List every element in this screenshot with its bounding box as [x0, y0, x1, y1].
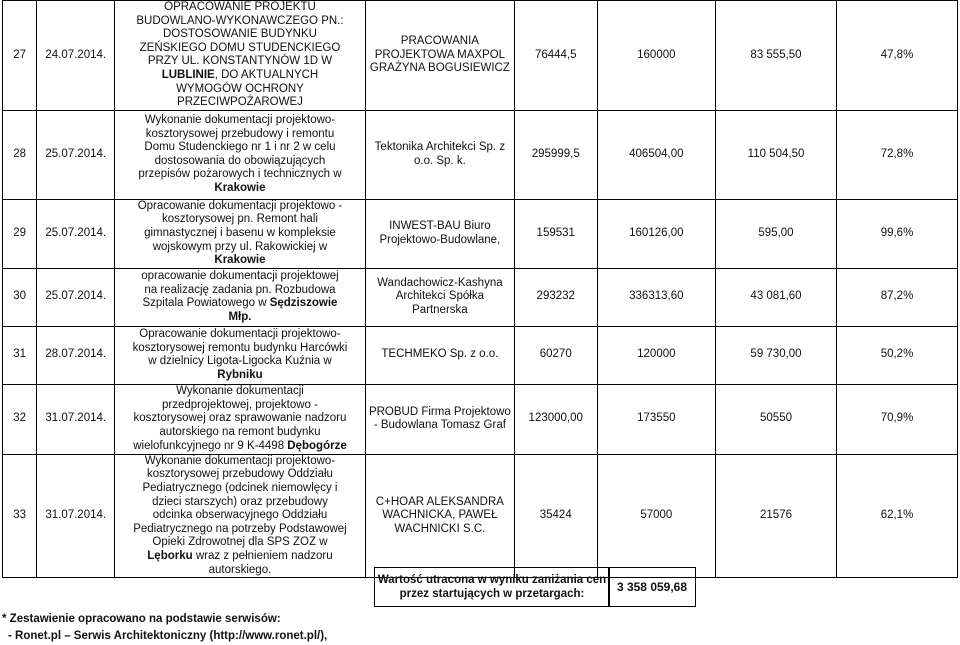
row-date: 25.07.2014.: [37, 199, 115, 268]
title-line: Wykonanie dokumentacji: [176, 385, 304, 398]
row-winning-offer: 295999,5: [514, 110, 597, 199]
row-estimate: 57000: [597, 454, 715, 577]
row-difference: 59 730,00: [716, 326, 837, 384]
title-line: Pediatrycznego (odcinek niemowlęcy i: [142, 481, 338, 494]
row-difference: 83 555,50: [716, 1, 837, 111]
summary-label-line1: Wartość utracona w wyniku zaniżania cen: [377, 574, 607, 586]
firm-line: WACHNICKI S.C.: [394, 522, 486, 535]
footnote-line1: * Zestawienie opracowano na podstawie serwisów:: [2, 613, 281, 625]
title-line: Pediatrycznego na potrzeby Podstawowej: [133, 522, 347, 535]
title-line: przepisów pożarowych i technicznych w: [138, 168, 342, 181]
row-percent: 87,2%: [836, 268, 957, 326]
title-line: Lęborku wraz z pełnieniem nadzoru: [147, 549, 333, 562]
row-title: [115, 1, 366, 111]
firm-line: Tektonika Architekci Sp. z: [374, 141, 506, 154]
title-line: BUDOWLANO-WYKONAWCZEGO PN.:: [136, 14, 344, 27]
row-number: 33: [3, 454, 37, 577]
row-estimate: 336313,60: [597, 268, 715, 326]
firm-line: o.o. Sp. k.: [413, 154, 466, 167]
title-line: na realizację zadania pn. Rozbudowa: [144, 283, 336, 296]
title-line: przedprojektowej, projektowo -: [161, 398, 318, 411]
row-firm: [365, 326, 514, 384]
title-line: Domu Studenckiego nr 1 i nr 2 w celu: [144, 141, 336, 154]
row-date: 31.07.2014.: [37, 384, 115, 454]
row-percent: 70,9%: [836, 384, 957, 454]
title-line: wojskowym przy ul. Rakowickiej w: [152, 240, 328, 253]
row-estimate: 160000: [597, 1, 715, 111]
firm-line: Wandachowicz-Kashyna: [377, 276, 503, 289]
title-line: w dzielnicy Ligota-Ligocka Kuźnia w: [148, 355, 332, 368]
row-title: [115, 199, 366, 268]
row-title: [115, 384, 366, 454]
firm-line: Partnerska: [412, 304, 468, 317]
title-line: kosztorysowej pn. Remont hali: [161, 213, 318, 226]
firm-line: Projektowo-Budowlane,: [379, 233, 501, 246]
title-line: Rybniku: [217, 368, 263, 381]
title-line: gimnastycznej i basenu w kompleksie: [144, 226, 336, 239]
table-row: [3, 268, 958, 326]
row-date: 25.07.2014.: [37, 110, 115, 199]
row-estimate: 173550: [597, 384, 715, 454]
table-row: [3, 384, 958, 454]
row-firm: [365, 268, 514, 326]
row-percent: 47,8%: [836, 1, 957, 111]
footnote: [2, 611, 327, 645]
row-winning-offer: 123000,00: [514, 384, 597, 454]
row-percent: 99,6%: [836, 199, 957, 268]
title-line: ZEŃSKIEGO DOMU STUDENCKIEGO: [139, 41, 341, 54]
title-line: opracowanie dokumentacji projektowej: [141, 270, 339, 283]
row-number: 30: [3, 268, 37, 326]
title-line: wielofunkcyjnego nr 9 K-4498 Dębogórze: [133, 439, 347, 452]
title-line: Wykonanie dokumentacji projektowo-: [144, 454, 336, 467]
title-line: PRZY UL. KONSTANTYNÓW 1D W: [147, 55, 333, 68]
footnote-line2: - Ronet.pl – Serwis Architektoniczny (http://www.ronet.pl/),: [8, 630, 328, 642]
row-estimate: 120000: [597, 326, 715, 384]
table-row: [3, 199, 958, 268]
row-number: 29: [3, 199, 37, 268]
title-line: Krakowie: [214, 181, 266, 194]
summary-label-line2: przez startujących w przetargach:: [399, 588, 585, 600]
row-date: 28.07.2014.: [37, 326, 115, 384]
row-title: [115, 454, 366, 577]
row-number: 27: [3, 1, 37, 111]
row-percent: 50,2%: [836, 326, 957, 384]
table-row: [3, 454, 958, 577]
row-winning-offer: 35424: [514, 454, 597, 577]
title-line: dzieci starszych) oraz przebudowy: [152, 495, 328, 508]
row-difference: 50550: [716, 384, 837, 454]
title-line: Młp.: [228, 310, 252, 323]
row-winning-offer: 60270: [514, 326, 597, 384]
title-line: WYMOGÓW OCHRONY: [176, 82, 304, 95]
firm-line: GRAŻYNA BOGUSIEWICZ: [369, 62, 510, 75]
title-line: kosztorysowej przebudowy Oddziału: [146, 468, 333, 481]
row-date: 25.07.2014.: [37, 268, 115, 326]
table-row: [3, 326, 958, 384]
tenders-table-body: [3, 1, 958, 578]
firm-line: WACHNICKA, PAWEŁ: [382, 509, 498, 522]
title-line: LUBLINIE, DO AKTUALNYCH: [161, 68, 319, 81]
title-line: dostosowania do obowiązujących: [154, 154, 326, 167]
row-firm: [365, 1, 514, 111]
firm-line: INWEST-BAU Biuro: [389, 220, 491, 233]
row-winning-offer: 159531: [514, 199, 597, 268]
title-line: Opracowanie dokumentacji projektowo -: [137, 199, 343, 212]
row-firm: [365, 454, 514, 577]
row-estimate: 160126,00: [597, 199, 715, 268]
title-line: Opieki Zdrowotnej dla SPS ZOZ w: [152, 536, 328, 549]
title-line: DOSTOSOWANIE BUDYNKU: [162, 28, 317, 41]
row-number: 28: [3, 110, 37, 199]
row-winning-offer: 293232: [514, 268, 597, 326]
firm-line: C+HOAR ALEKSANDRA: [375, 495, 504, 508]
row-date: 31.07.2014.: [37, 454, 115, 577]
title-line: Wykonanie dokumentacji projektowo-: [144, 113, 336, 126]
row-estimate: 406504,00: [597, 110, 715, 199]
summary-label: [374, 567, 610, 607]
firm-line: Architekci Spółka: [395, 290, 484, 303]
title-line: Opracowanie dokumentacji projektowo-: [139, 328, 341, 341]
row-title: [115, 268, 366, 326]
title-line: autorskiego.: [208, 563, 272, 576]
row-firm: [365, 199, 514, 268]
firm-line: PROBUD Firma Projektowo: [368, 405, 511, 418]
row-difference: 21576: [716, 454, 837, 577]
title-line: kosztorysowej oraz sprawowanie nadzoru: [133, 412, 347, 425]
row-number: 31: [3, 326, 37, 384]
firm-line: TECHMEKO Sp. z o.o.: [381, 348, 499, 361]
row-difference: 43 081,60: [716, 268, 837, 326]
firm-line: - Budowlana Tomasz Graf: [373, 419, 506, 432]
title-line: kosztorysowej przebudowy i remontu: [145, 127, 335, 140]
title-line: OPRACOWANIE PROJEKTU: [164, 1, 316, 13]
table-row: [3, 1, 958, 111]
row-difference: 595,00: [716, 199, 837, 268]
row-difference: 110 504,50: [716, 110, 837, 199]
title-line: autorskiego na remont budynku: [159, 426, 321, 439]
title-line: odcinka obserwacyjnego Oddziału: [152, 509, 328, 522]
table-row: [3, 110, 958, 199]
title-line: Szpitala Powiatowego w Sędziszowie: [142, 297, 338, 310]
title-line: PRZECIWPOŻAROWEJ: [177, 96, 303, 109]
row-number: 32: [3, 384, 37, 454]
row-percent: 62,1%: [836, 454, 957, 577]
summary-total-value: 3 358 059,68: [608, 567, 696, 607]
firm-line: PROJEKTOWA MAXPOL: [374, 48, 506, 61]
row-date: 24.07.2014.: [37, 1, 115, 111]
row-firm: [365, 110, 514, 199]
row-firm: [365, 384, 514, 454]
row-title: [115, 110, 366, 199]
row-title: [115, 326, 366, 384]
tenders-table: [2, 0, 958, 578]
row-percent: 72,8%: [836, 110, 957, 199]
row-winning-offer: 76444,5: [514, 1, 597, 111]
title-line: Krakowie: [214, 254, 266, 267]
title-line: kosztorysowej remontu budynku Harcówki: [132, 341, 348, 354]
firm-line: PRACOWANIA: [400, 34, 479, 47]
